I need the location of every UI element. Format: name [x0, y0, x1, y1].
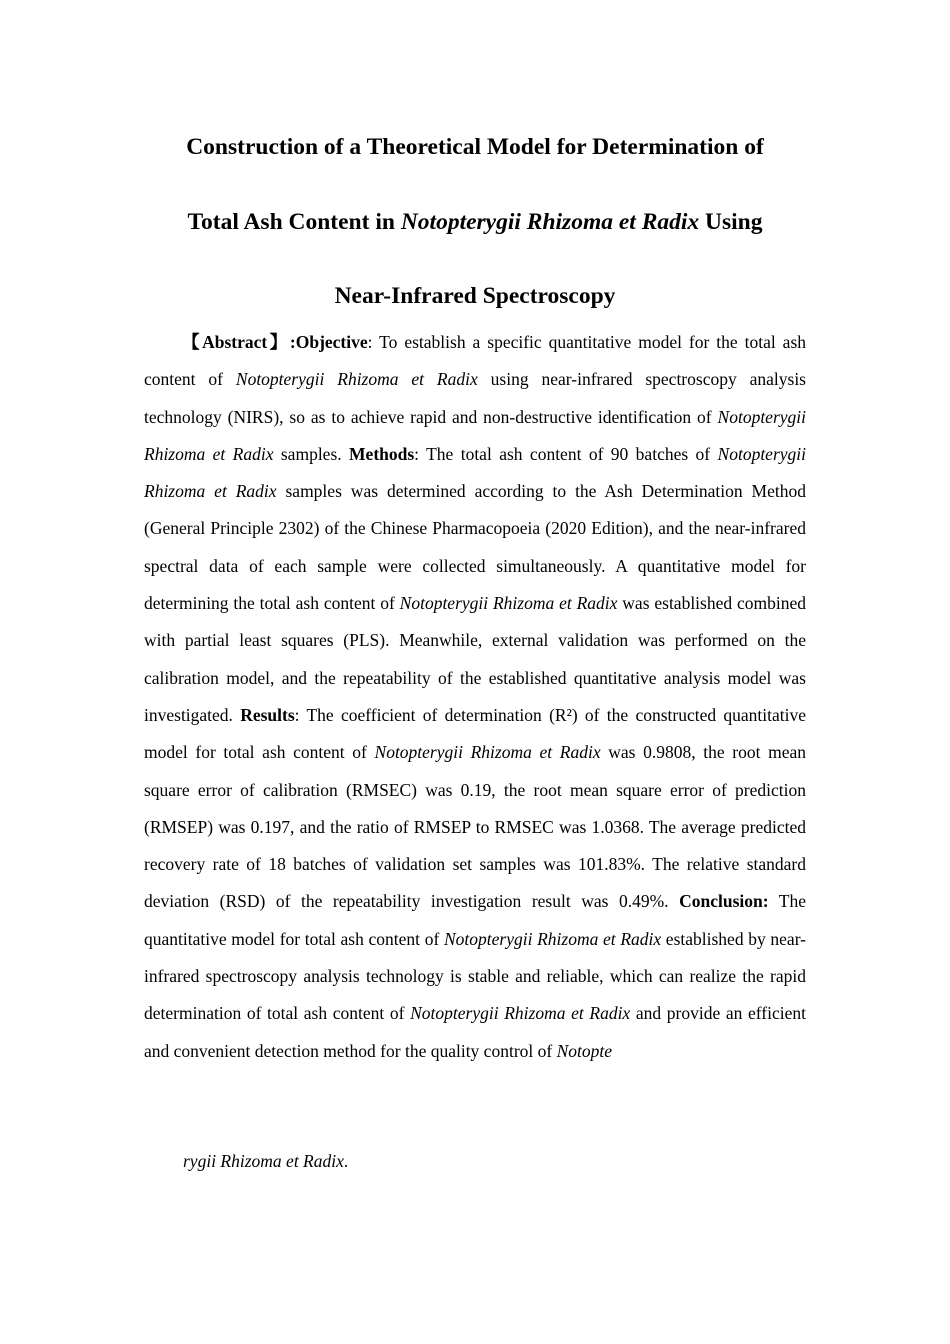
paper-title [100, 110, 850, 334]
species-name: Notopterygii Rhizoma et Radix [443, 928, 662, 949]
methods-text: samples was determined according to the Ash Determination Method (General Principle 2302) of the Chinese Pharmacopoeia (2020 Edition), and the near-infrared spectral data of each sample were collected simultaneously. A quantitative model for determining the total ash content of [144, 481, 806, 614]
abstract-label: 【Abstract】: [182, 332, 296, 352]
conclusion-label: Conclusion: [679, 891, 769, 912]
objective-text: samples. [273, 443, 350, 464]
objective-text: : To establish a specific quantitative model for the total ash content of [144, 332, 807, 390]
results-label: Results [240, 704, 295, 725]
methods-text: was established combined with partial least squares (PLS). Meanwhile, external validation was performed on the calibration model, and the repeatability of the established quantitative analysis model was investigated. [144, 593, 806, 725]
methods-label: Methods [349, 443, 415, 464]
species-name: Notopterygii Rhizoma et Radix [235, 369, 478, 390]
objective-label: Objective [295, 332, 368, 352]
species-name-fragment: Notopte [556, 1040, 613, 1061]
conclusion-text: and provide an efficient and convenient detection method for the quality control of [144, 1003, 806, 1061]
methods-text: : The total ash content of 90 batches of [414, 443, 718, 464]
abstract-section [144, 324, 806, 1070]
title-line-2-prefix: Total Ash Content in [187, 208, 401, 235]
title-line-2-suffix: Using [699, 208, 763, 235]
results-text: : The coefficient of determination (R²) of the constructed quantitative model for total ash content of [144, 704, 806, 763]
title-species-name: Notopterygii Rhizoma et Radix [400, 208, 700, 235]
conclusion-text: The quantitative model for total ash content of [144, 891, 806, 949]
species-name-fragment: rygii Rhizoma et Radix [183, 1151, 344, 1171]
species-name: Notopterygii Rhizoma et Radix [399, 593, 618, 614]
abstract-paragraph [144, 324, 806, 1070]
results-text: was 0.9808, the root mean square error of calibration (RMSEC) was 0.19, the root mean square error of prediction (RMSEP) was 0.197, and the ratio of RMSEP to RMSEC was 1.0368. The average predicted recovery rate of 18 batches of validation set samples was 101.83%. The relative standard deviation (RSD) of the repeatability investigation result was 0.49%. [144, 742, 806, 912]
title-line-1: Construction of a Theoretical Model for Determination of [186, 134, 764, 160]
title-line-2 [100, 185, 850, 260]
species-name: Notopterygii Rhizoma et Radix [144, 406, 806, 464]
final-period: . [343, 1151, 349, 1171]
species-name: Notopterygii Rhizoma et Radix [410, 1003, 631, 1024]
species-name: Notopterygii Rhizoma et Radix [144, 443, 806, 502]
conclusion-text: established by near-infrared spectroscopy analysis technology is stable and reliable, which can realize the rapid determination of total ash content of [144, 928, 806, 1024]
objective-text: using near-infrared spectroscopy analysis technology (NIRS), so as to achieve rapid and non-destructive identification of [144, 369, 806, 427]
abstract-tail-line [183, 1143, 348, 1180]
title-line-3: Near-Infrared Spectroscopy [334, 283, 616, 309]
species-name: Notopterygii Rhizoma et Radix [374, 742, 601, 763]
